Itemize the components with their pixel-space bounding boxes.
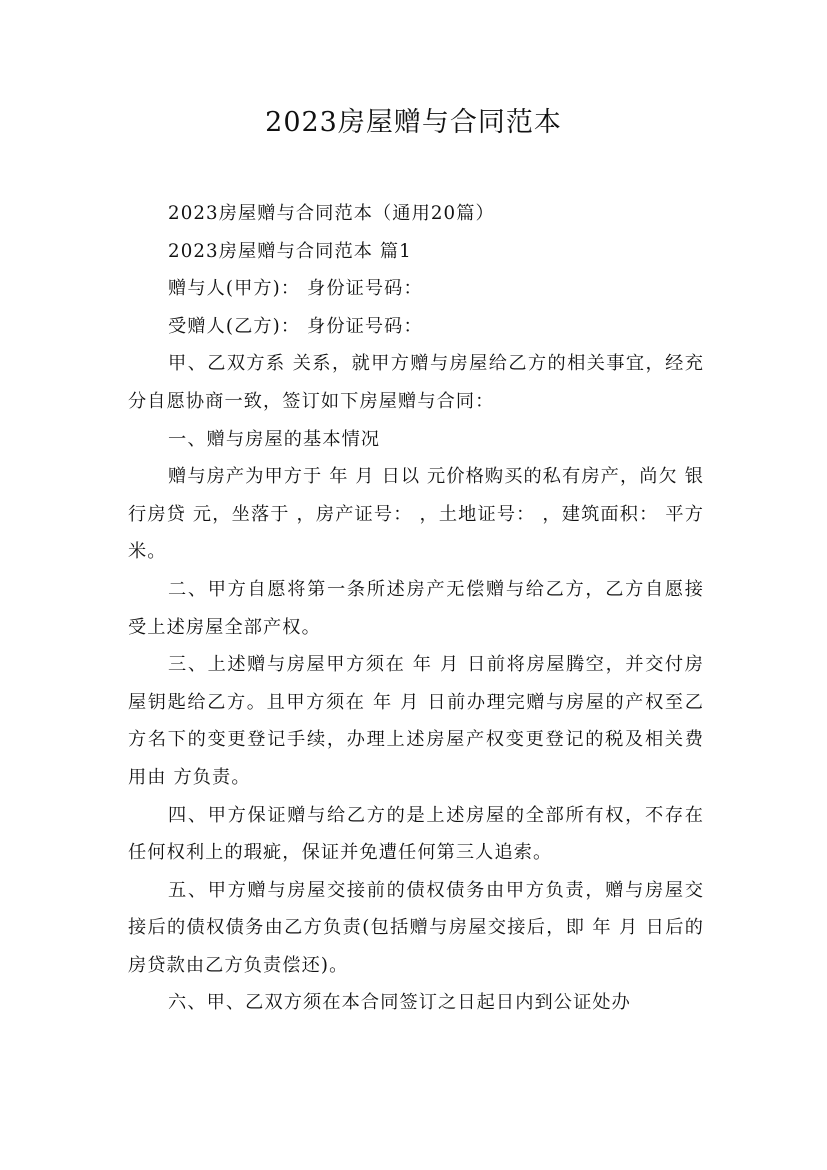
paragraph-clause-2: 二、甲方自愿将第一条所述房产无偿赠与给乙方，乙方自愿接受上述房屋全部产权。: [128, 578, 704, 638]
paragraph-intro: 甲、乙双方系 关系，就甲方赠与房屋给乙方的相关事宜，经充分自愿协商一致，签订如下房屋赠与合同：: [128, 353, 704, 412]
paragraph-recipient: 受赠人(乙方)： 身份证号码：: [168, 315, 423, 337]
paragraph-donor: 赠与人(甲方)： 身份证号码：: [168, 278, 423, 300]
paragraph-clause-4: 四、甲方保证赠与给乙方的是上述房屋的全部所有权，不存在任何权利上的瑕疵，保证并免遭任何第三人追索。: [128, 804, 704, 864]
paragraph-clause-1-body: 赠与房产为甲方于 年 月 日以 元价格购买的私有房产，尚欠 银行房贷 元，坐落于 ，房产证号： ，土地证号： ，建筑面积： 平方米。: [128, 466, 704, 563]
document-title: 2023房屋赠与合同范本: [265, 107, 562, 138]
paragraph-subtitle: 2023房屋赠与合同范本（通用20篇）: [168, 203, 495, 224]
paragraph-clause-6: 六、甲、乙双方须在本合同签订之日起日内到公证处办: [168, 992, 631, 1014]
paragraph-clause-5: 五、甲方赠与房屋交接前的债权债务由甲方负责，赠与房屋交接后的债权债务由乙方负责(包括赠与房屋交接后，即 年 月 日后的房贷款由乙方负责偿还)。: [128, 879, 704, 976]
paragraph-clause-3: 三、上述赠与房屋甲方须在 年 月 日前将房屋腾空，并交付房屋钥匙给乙方。且甲方须在 年 月 日前办理完赠与房屋的产权至乙方名下的变更登记手续，办理上述房屋产权变更登记的税及相关费用由 方负责。: [128, 654, 704, 788]
document-body: [128, 195, 704, 1022]
paragraph-section-heading: 2023房屋赠与合同范本 篇1: [168, 240, 412, 262]
paragraph-clause-1-heading: 一、赠与房屋的基本情况: [168, 428, 381, 450]
